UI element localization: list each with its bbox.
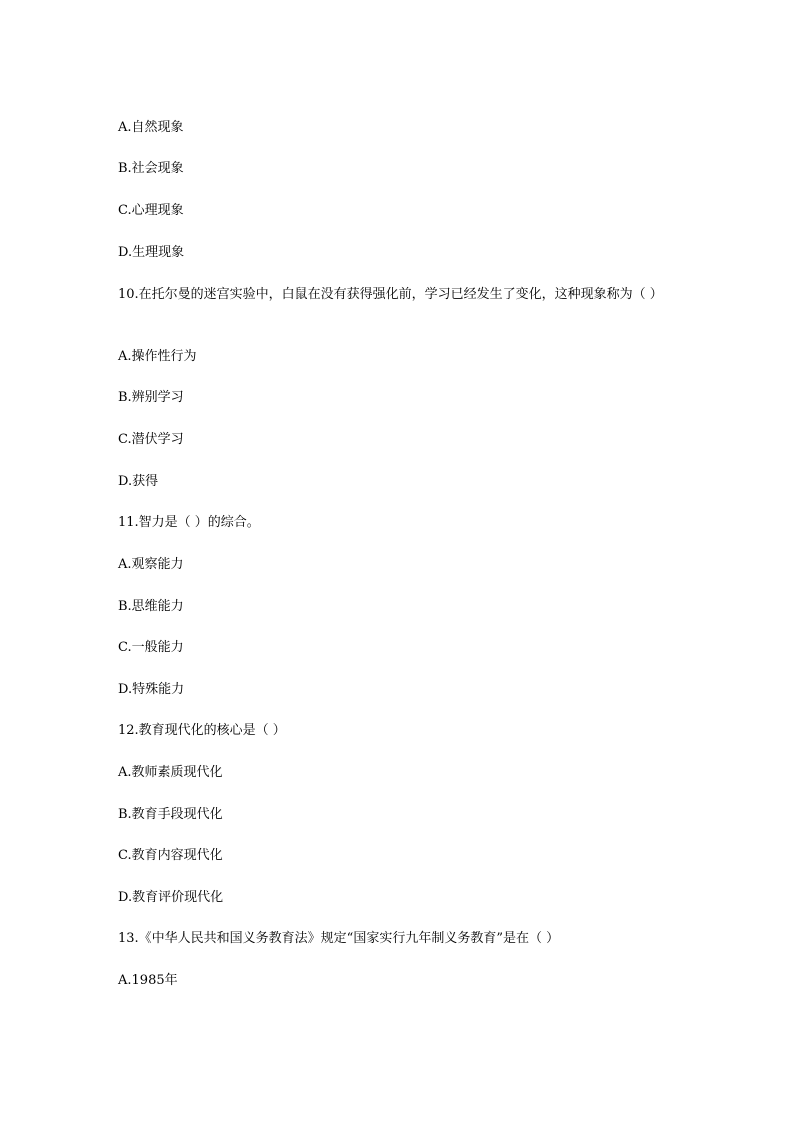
q9-option-d: D.生理现象 [118, 245, 185, 260]
q10-stem: 10.在托尔曼的迷宫实验中，白鼠在没有获得强化前，学习已经发生了变化，这种现象称为（ ） [118, 287, 663, 302]
q13-option-a: A.1985年 [118, 973, 178, 988]
q12-option-b: B.教育手段现代化 [118, 807, 223, 822]
q12-option-c: C.教育内容现代化 [118, 848, 223, 863]
q12-option-a: A.教师素质现代化 [118, 765, 223, 780]
q10-option-c: C.潜伏学习 [118, 432, 184, 447]
q13-stem: 13.《中华人民共和国义务教育法》规定“国家实行九年制义务教育”是在（ ） [118, 931, 560, 946]
q11-option-c: C.一般能力 [118, 640, 184, 655]
q10-option-a: A.操作性行为 [118, 349, 197, 364]
q12-stem: 12.教育现代化的核心是（ ） [118, 723, 286, 738]
q10-option-b: B.辨别学习 [118, 390, 184, 405]
q11-option-d: D.特殊能力 [118, 682, 185, 697]
q9-option-b: B.社会现象 [118, 161, 184, 176]
q11-stem: 11.智力是（ ）的综合。 [118, 515, 260, 530]
q11-option-a: A.观察能力 [118, 557, 184, 572]
q10-option-d: D.获得 [118, 474, 159, 489]
q9-option-c: C.心理现象 [118, 203, 184, 218]
q11-option-b: B.思维能力 [118, 599, 184, 614]
q9-option-a: A.自然现象 [118, 120, 184, 135]
q12-option-d: D.教育评价现代化 [118, 890, 224, 905]
